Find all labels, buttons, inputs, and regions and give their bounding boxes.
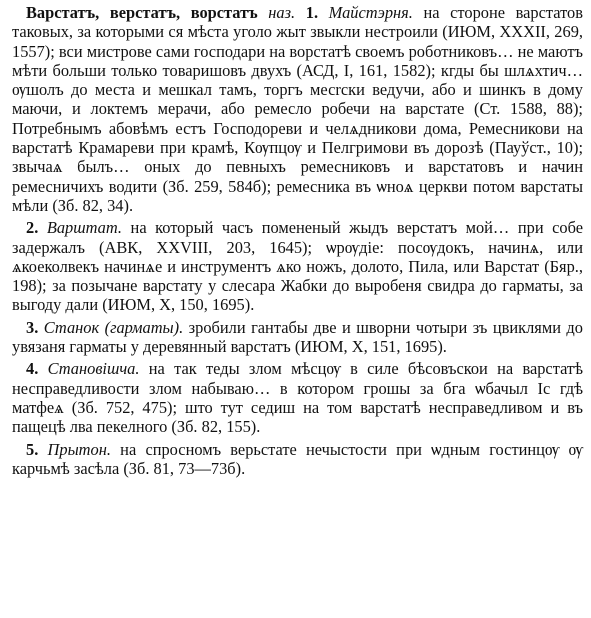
sense-3 — [12, 318, 583, 357]
sense-number: 2. — [26, 218, 39, 238]
sense-citations: на который часъ помененый жыдъ верстатъ мой… при собе задержалъ (АВК, XXVIII, 203, 1645); ѡрѹдie: посѹдокъ, начинѧ, или ѧкоеколвекъ начинѧe и инструментъ ѧко ножъ, долото, Пила, или Варстат (Бяр., 198); за позычане варстату у слесара Жабки до выробеня свидра до гарматы, за выгоду дали (ИЮМ, X, 150, 1695). — [12, 218, 583, 315]
sense-gloss: Варштат. — [46, 218, 122, 238]
sense-1 — [12, 3, 583, 215]
sense-5 — [12, 440, 583, 479]
sense-gloss: Майстэрня. — [328, 3, 413, 22]
sense-4 — [12, 359, 583, 436]
headword: Варстатъ, верстатъ, ворстатъ — [26, 3, 258, 22]
sense-gloss: Станок (гарматы). — [43, 317, 184, 337]
grammar-label: наз. — [268, 3, 296, 22]
sense-number: 3. — [26, 317, 39, 337]
sense-number: 5. — [26, 439, 39, 459]
sense-citations: на стороне варстатов таковых, за которыми ся мѣста уголо жыт звыкли нестроили (ИЮМ, XXXII, 269, 1557); вси мистрове сами господари на ворстатѣ своемъ роботниковъ… не маютъ мѣти больши только товаришовъ двухъ (АСД, I, 161, 1582); кгды бы шлѧхтич… ѹшолъ до места и мешкал тамъ, торгъ месrcки ведучи, або и шинкъ в дому маючи, и локтемъ мерачи, або ремесло робечи на варстате (Ст. 1588, 88); Потребнымъ абовѣмъ естъ Господореви и челѧдникови дома, Ремесникови на варстатѣ Крамареви при крамѣ, Кѹпцѹ и Пелгримови въ дорозѣ (Пауўст., 10); звычаѧ былъ… оных до певныхъ ремесниковъ и варстатовъ и начин ремесничихъ водити (Зб. 259, 584б); ремесника въ ѡноѧ церкви потом варстаты мѣли (Зб. 82, 34). — [12, 3, 583, 215]
sense-number: 1. — [305, 3, 319, 22]
sense-citations: на спросномъ верьстате нечыстости при ѡдным гостинцѹ ѹ карчьмѣ засѣла (Зб. 81, 73—73б). — [12, 439, 583, 478]
sense-citations: зробили гантабы две и шворни чотыри зъ цвиклями до увязаня гарматы у деревянный варстатъ (ИЮМ, X, 151, 1695). — [12, 317, 583, 357]
sense-gloss: Прытон. — [47, 439, 111, 459]
sense-2 — [12, 218, 583, 314]
sense-gloss: Становішча. — [47, 359, 140, 379]
sense-citations: на так теды злом мѣсцѹ в силе бѣсовъскои на варстатѣ несправедливости злом набываю… в котором грошы за бга ѡбачыл Іс гдѣ матфеѧ (Зб. 752, 475); што тут седиш на том варстатѣ несправедливом и въ пащецѣ лва пекелного (Зб. 82, 155). — [12, 359, 583, 437]
sense-number: 4. — [26, 359, 39, 379]
